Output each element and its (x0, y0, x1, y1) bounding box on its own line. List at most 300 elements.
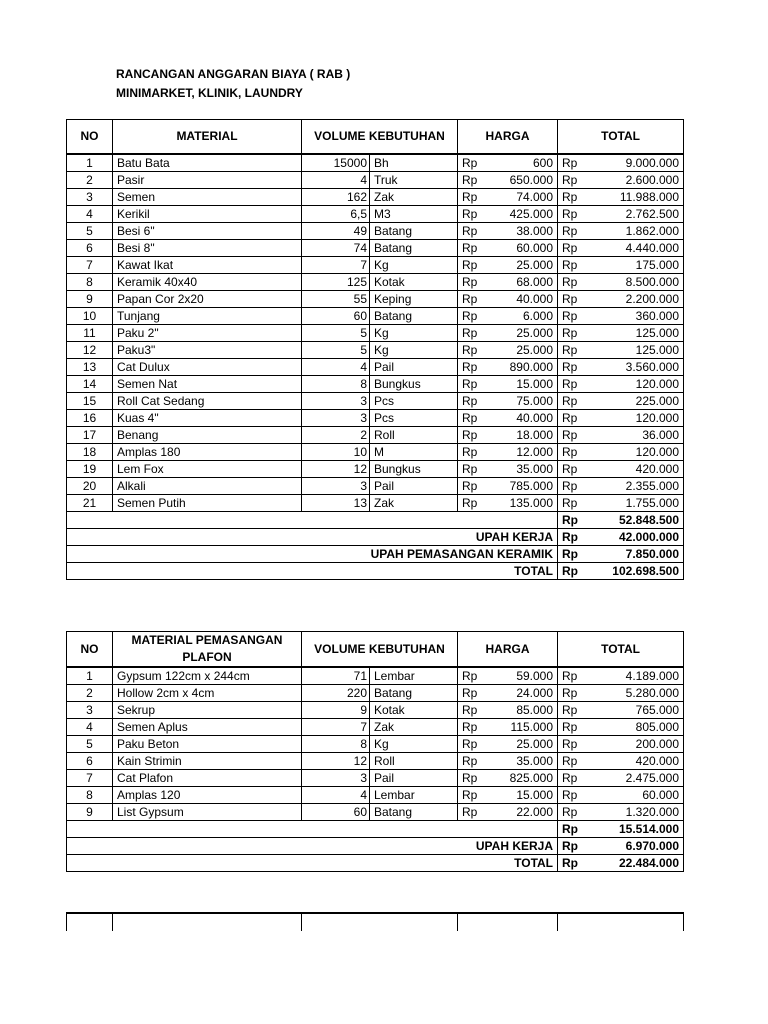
rab-material-table (66, 119, 684, 580)
unit-price: 15.000 (478, 787, 558, 804)
currency-label: Rp (558, 460, 578, 477)
unit: Batang (370, 222, 458, 239)
unit: Zak (370, 719, 458, 736)
unit-price: 75.000 (478, 392, 558, 409)
unit-price: 425.000 (478, 205, 558, 222)
quantity: 125 (302, 273, 370, 290)
table-row (67, 273, 684, 290)
row-number: 5 (67, 222, 113, 239)
row-number: 15 (67, 392, 113, 409)
currency-label: Rp (458, 804, 478, 821)
row-number: 6 (67, 239, 113, 256)
row-total: 120.000 (578, 409, 684, 426)
material-name: Alkali (113, 477, 302, 494)
currency-label: Rp (558, 528, 578, 545)
row-number: 21 (67, 494, 113, 511)
summary-total: 6.970.000 (578, 838, 684, 855)
currency-label: Rp (558, 222, 578, 239)
material-name: Kawat Ikat (113, 256, 302, 273)
unit-price: 24.000 (478, 685, 558, 702)
unit: Zak (370, 188, 458, 205)
header-material: MATERIAL (113, 120, 302, 154)
material-name: Tunjang (113, 307, 302, 324)
row-total: 765.000 (578, 702, 684, 719)
currency-label: Rp (458, 392, 478, 409)
table-row (67, 256, 684, 273)
unit-price: 25.000 (478, 324, 558, 341)
header-material: MATERIAL PEMASANGAN PLAFON (113, 632, 302, 668)
summary-label: UPAH KERJA (67, 838, 558, 855)
unit: Kg (370, 736, 458, 753)
row-total: 3.560.000 (578, 358, 684, 375)
quantity: 71 (302, 667, 370, 685)
material-name: Gypsum 122cm x 244cm (113, 667, 302, 685)
table-row (67, 154, 684, 172)
currency-label: Rp (558, 685, 578, 702)
unit: Kg (370, 324, 458, 341)
row-total: 125.000 (578, 341, 684, 358)
material-name: Papan Cor 2x20 (113, 290, 302, 307)
unit-price: 59.000 (478, 667, 558, 685)
material-name: Lem Fox (113, 460, 302, 477)
unit-price: 60.000 (478, 239, 558, 256)
row-total: 805.000 (578, 719, 684, 736)
unit: Keping (370, 290, 458, 307)
unit: Bungkus (370, 375, 458, 392)
unit: M (370, 443, 458, 460)
currency-label: Rp (458, 426, 478, 443)
table-row (67, 290, 684, 307)
currency-label: Rp (558, 511, 578, 528)
unit-price: 35.000 (478, 460, 558, 477)
currency-label: Rp (558, 256, 578, 273)
quantity: 74 (302, 239, 370, 256)
unit: Pcs (370, 409, 458, 426)
row-number: 7 (67, 256, 113, 273)
quantity: 49 (302, 222, 370, 239)
header-harga: HARGA (458, 632, 558, 668)
material-name: Semen Nat (113, 375, 302, 392)
table-row (67, 494, 684, 511)
currency-label: Rp (458, 239, 478, 256)
currency-label: Rp (558, 409, 578, 426)
row-total: 60.000 (578, 787, 684, 804)
header-no: NO (67, 120, 113, 154)
table-row (67, 205, 684, 222)
summary-row (67, 562, 684, 579)
row-number: 2 (67, 685, 113, 702)
unit-price: 85.000 (478, 702, 558, 719)
material-name: Pasir (113, 171, 302, 188)
currency-label: Rp (558, 562, 578, 579)
quantity: 8 (302, 736, 370, 753)
currency-label: Rp (458, 188, 478, 205)
table-row (67, 188, 684, 205)
cut-cell (458, 913, 558, 931)
currency-label: Rp (458, 719, 478, 736)
currency-label: Rp (458, 409, 478, 426)
currency-label: Rp (458, 358, 478, 375)
row-total: 2.200.000 (578, 290, 684, 307)
currency-label: Rp (558, 667, 578, 685)
currency-label: Rp (458, 736, 478, 753)
row-total: 2.355.000 (578, 477, 684, 494)
row-total: 5.280.000 (578, 685, 684, 702)
unit-price: 12.000 (478, 443, 558, 460)
summary-row (67, 545, 684, 562)
quantity: 4 (302, 171, 370, 188)
row-number: 10 (67, 307, 113, 324)
unit-price: 115.000 (478, 719, 558, 736)
material-name: Keramik 40x40 (113, 273, 302, 290)
row-total: 2.475.000 (578, 770, 684, 787)
row-total: 1.862.000 (578, 222, 684, 239)
summary-row (67, 528, 684, 545)
row-number: 18 (67, 443, 113, 460)
currency-label: Rp (558, 324, 578, 341)
currency-label: Rp (458, 494, 478, 511)
unit-price: 825.000 (478, 770, 558, 787)
unit: Bungkus (370, 460, 458, 477)
header-harga: HARGA (458, 120, 558, 154)
summary-label: TOTAL (67, 855, 558, 872)
unit-price: 22.000 (478, 804, 558, 821)
currency-label: Rp (458, 307, 478, 324)
material-name: Paku3" (113, 341, 302, 358)
currency-label: Rp (558, 770, 578, 787)
unit: Zak (370, 494, 458, 511)
header-volume: VOLUME KEBUTUHAN (302, 120, 458, 154)
quantity: 3 (302, 409, 370, 426)
row-number: 16 (67, 409, 113, 426)
row-total: 1.755.000 (578, 494, 684, 511)
currency-label: Rp (558, 443, 578, 460)
row-total: 2.600.000 (578, 171, 684, 188)
row-number: 8 (67, 273, 113, 290)
quantity: 4 (302, 358, 370, 375)
unit-price: 785.000 (478, 477, 558, 494)
row-number: 12 (67, 341, 113, 358)
currency-label: Rp (458, 787, 478, 804)
row-total: 225.000 (578, 392, 684, 409)
currency-label: Rp (558, 702, 578, 719)
unit: Lembar (370, 787, 458, 804)
currency-label: Rp (558, 855, 578, 872)
cut-cell (67, 913, 113, 931)
currency-label: Rp (558, 392, 578, 409)
quantity: 12 (302, 460, 370, 477)
quantity: 3 (302, 392, 370, 409)
currency-label: Rp (558, 188, 578, 205)
currency-label: Rp (558, 154, 578, 172)
unit-price: 74.000 (478, 188, 558, 205)
unit-price: 6.000 (478, 307, 558, 324)
quantity: 4 (302, 787, 370, 804)
row-total: 420.000 (578, 753, 684, 770)
table-row (67, 392, 684, 409)
currency-label: Rp (458, 171, 478, 188)
summary-label: TOTAL (67, 562, 558, 579)
material-name: List Gypsum (113, 804, 302, 821)
summary-row (67, 821, 684, 838)
table-row (67, 753, 684, 770)
currency-label: Rp (558, 838, 578, 855)
currency-label: Rp (558, 426, 578, 443)
unit-price: 38.000 (478, 222, 558, 239)
table-row (67, 667, 684, 685)
unit-price: 40.000 (478, 290, 558, 307)
material-name: Amplas 120 (113, 787, 302, 804)
table-row (67, 307, 684, 324)
table-row (67, 702, 684, 719)
currency-label: Rp (458, 375, 478, 392)
unit-price: 40.000 (478, 409, 558, 426)
table-row (67, 685, 684, 702)
currency-label: Rp (458, 477, 478, 494)
summary-total: 42.000.000 (578, 528, 684, 545)
quantity: 6,5 (302, 205, 370, 222)
unit-price: 68.000 (478, 273, 558, 290)
quantity: 3 (302, 770, 370, 787)
quantity: 10 (302, 443, 370, 460)
row-total: 36.000 (578, 426, 684, 443)
table-row (67, 375, 684, 392)
currency-label: Rp (458, 685, 478, 702)
unit: Batang (370, 685, 458, 702)
quantity: 5 (302, 324, 370, 341)
material-name: Benang (113, 426, 302, 443)
row-total: 120.000 (578, 443, 684, 460)
row-number: 19 (67, 460, 113, 477)
currency-label: Rp (458, 753, 478, 770)
table-row (67, 770, 684, 787)
summary-row (67, 855, 684, 872)
table-row (67, 719, 684, 736)
header-volume: VOLUME KEBUTUHAN (302, 632, 458, 668)
summary-label: UPAH PEMASANGAN KERAMIK (67, 545, 558, 562)
currency-label: Rp (558, 545, 578, 562)
currency-label: Rp (458, 702, 478, 719)
material-name: Cat Dulux (113, 358, 302, 375)
rab-next-table-partial (66, 912, 684, 931)
row-total: 11.988.000 (578, 188, 684, 205)
unit: Kotak (370, 702, 458, 719)
cut-cell (302, 913, 458, 931)
unit: Pail (370, 770, 458, 787)
row-number: 14 (67, 375, 113, 392)
row-number: 4 (67, 205, 113, 222)
quantity: 60 (302, 307, 370, 324)
currency-label: Rp (558, 494, 578, 511)
table-row (67, 477, 684, 494)
quantity: 3 (302, 477, 370, 494)
unit-price: 15.000 (478, 375, 558, 392)
material-name: Kerikil (113, 205, 302, 222)
material-name: Semen (113, 188, 302, 205)
row-number: 2 (67, 171, 113, 188)
quantity: 7 (302, 719, 370, 736)
currency-label: Rp (558, 358, 578, 375)
material-name: Paku 2" (113, 324, 302, 341)
currency-label: Rp (558, 821, 578, 838)
quantity: 220 (302, 685, 370, 702)
summary-total: 22.484.000 (578, 855, 684, 872)
unit: Roll (370, 426, 458, 443)
currency-label: Rp (558, 171, 578, 188)
row-total: 125.000 (578, 324, 684, 341)
material-name: Cat Plafon (113, 770, 302, 787)
material-name: Semen Aplus (113, 719, 302, 736)
currency-label: Rp (558, 205, 578, 222)
quantity: 60 (302, 804, 370, 821)
table-row (67, 358, 684, 375)
unit: Pail (370, 358, 458, 375)
currency-label: Rp (558, 719, 578, 736)
currency-label: Rp (558, 239, 578, 256)
row-total: 1.320.000 (578, 804, 684, 821)
summary-label (67, 821, 558, 838)
currency-label: Rp (558, 753, 578, 770)
table-row (67, 239, 684, 256)
unit-price: 18.000 (478, 426, 558, 443)
unit-price: 600 (478, 154, 558, 172)
unit: Truk (370, 171, 458, 188)
material-name: Hollow 2cm x 4cm (113, 685, 302, 702)
unit-price: 650.000 (478, 171, 558, 188)
table-row (67, 222, 684, 239)
summary-row (67, 838, 684, 855)
unit: Lembar (370, 667, 458, 685)
unit: Batang (370, 307, 458, 324)
unit: Kg (370, 341, 458, 358)
unit: Kotak (370, 273, 458, 290)
table-row (67, 736, 684, 753)
unit: Pcs (370, 392, 458, 409)
row-total: 4.189.000 (578, 667, 684, 685)
currency-label: Rp (458, 667, 478, 685)
material-name: Besi 6" (113, 222, 302, 239)
summary-total: 102.698.500 (578, 562, 684, 579)
material-name: Amplas 180 (113, 443, 302, 460)
currency-label: Rp (558, 787, 578, 804)
row-number: 6 (67, 753, 113, 770)
currency-label: Rp (558, 307, 578, 324)
rab-plafon-table (66, 631, 684, 872)
row-number: 13 (67, 358, 113, 375)
header-total: TOTAL (558, 120, 684, 154)
row-number: 3 (67, 188, 113, 205)
header-total: TOTAL (558, 632, 684, 668)
table-row (67, 324, 684, 341)
currency-label: Rp (458, 222, 478, 239)
unit: Bh (370, 154, 458, 172)
row-total: 9.000.000 (578, 154, 684, 172)
row-number: 1 (67, 154, 113, 172)
quantity: 15000 (302, 154, 370, 172)
material-name: Batu Bata (113, 154, 302, 172)
currency-label: Rp (558, 273, 578, 290)
cut-cell (558, 913, 684, 931)
summary-label (67, 511, 558, 528)
unit: Roll (370, 753, 458, 770)
table-row (67, 787, 684, 804)
row-total: 8.500.000 (578, 273, 684, 290)
currency-label: Rp (558, 477, 578, 494)
material-name: Roll Cat Sedang (113, 392, 302, 409)
summary-row (67, 511, 684, 528)
unit: Batang (370, 804, 458, 821)
quantity: 162 (302, 188, 370, 205)
summary-label: UPAH KERJA (67, 528, 558, 545)
currency-label: Rp (458, 341, 478, 358)
row-number: 9 (67, 290, 113, 307)
material-name: Kain Strimin (113, 753, 302, 770)
unit-price: 25.000 (478, 341, 558, 358)
quantity: 12 (302, 753, 370, 770)
currency-label: Rp (458, 324, 478, 341)
quantity: 8 (302, 375, 370, 392)
currency-label: Rp (458, 443, 478, 460)
currency-label: Rp (458, 154, 478, 172)
quantity: 55 (302, 290, 370, 307)
currency-label: Rp (458, 770, 478, 787)
row-total: 360.000 (578, 307, 684, 324)
quantity: 5 (302, 341, 370, 358)
unit-price: 890.000 (478, 358, 558, 375)
row-total: 2.762.500 (578, 205, 684, 222)
material-name: Semen Putih (113, 494, 302, 511)
unit: Pail (370, 477, 458, 494)
material-name: Sekrup (113, 702, 302, 719)
currency-label: Rp (558, 341, 578, 358)
unit-price: 25.000 (478, 736, 558, 753)
document-subtitle: MINIMARKET, KLINIK, LAUNDRY (116, 86, 303, 100)
row-number: 3 (67, 702, 113, 719)
row-number: 5 (67, 736, 113, 753)
summary-total: 15.514.000 (578, 821, 684, 838)
row-number: 17 (67, 426, 113, 443)
material-name: Besi 8" (113, 239, 302, 256)
currency-label: Rp (558, 804, 578, 821)
cut-cell (113, 913, 302, 931)
currency-label: Rp (458, 205, 478, 222)
unit: Kg (370, 256, 458, 273)
table-row (67, 804, 684, 821)
quantity: 13 (302, 494, 370, 511)
row-total: 4.440.000 (578, 239, 684, 256)
row-number: 9 (67, 804, 113, 821)
row-total: 200.000 (578, 736, 684, 753)
currency-label: Rp (558, 375, 578, 392)
unit: M3 (370, 205, 458, 222)
currency-label: Rp (558, 736, 578, 753)
currency-label: Rp (458, 256, 478, 273)
row-number: 7 (67, 770, 113, 787)
row-number: 20 (67, 477, 113, 494)
quantity: 7 (302, 256, 370, 273)
row-number: 4 (67, 719, 113, 736)
table-row (67, 460, 684, 477)
summary-total: 52.848.500 (578, 511, 684, 528)
row-total: 120.000 (578, 375, 684, 392)
table-row (67, 171, 684, 188)
currency-label: Rp (458, 460, 478, 477)
summary-total: 7.850.000 (578, 545, 684, 562)
material-name: Paku Beton (113, 736, 302, 753)
currency-label: Rp (558, 290, 578, 307)
currency-label: Rp (458, 273, 478, 290)
row-number: 1 (67, 667, 113, 685)
